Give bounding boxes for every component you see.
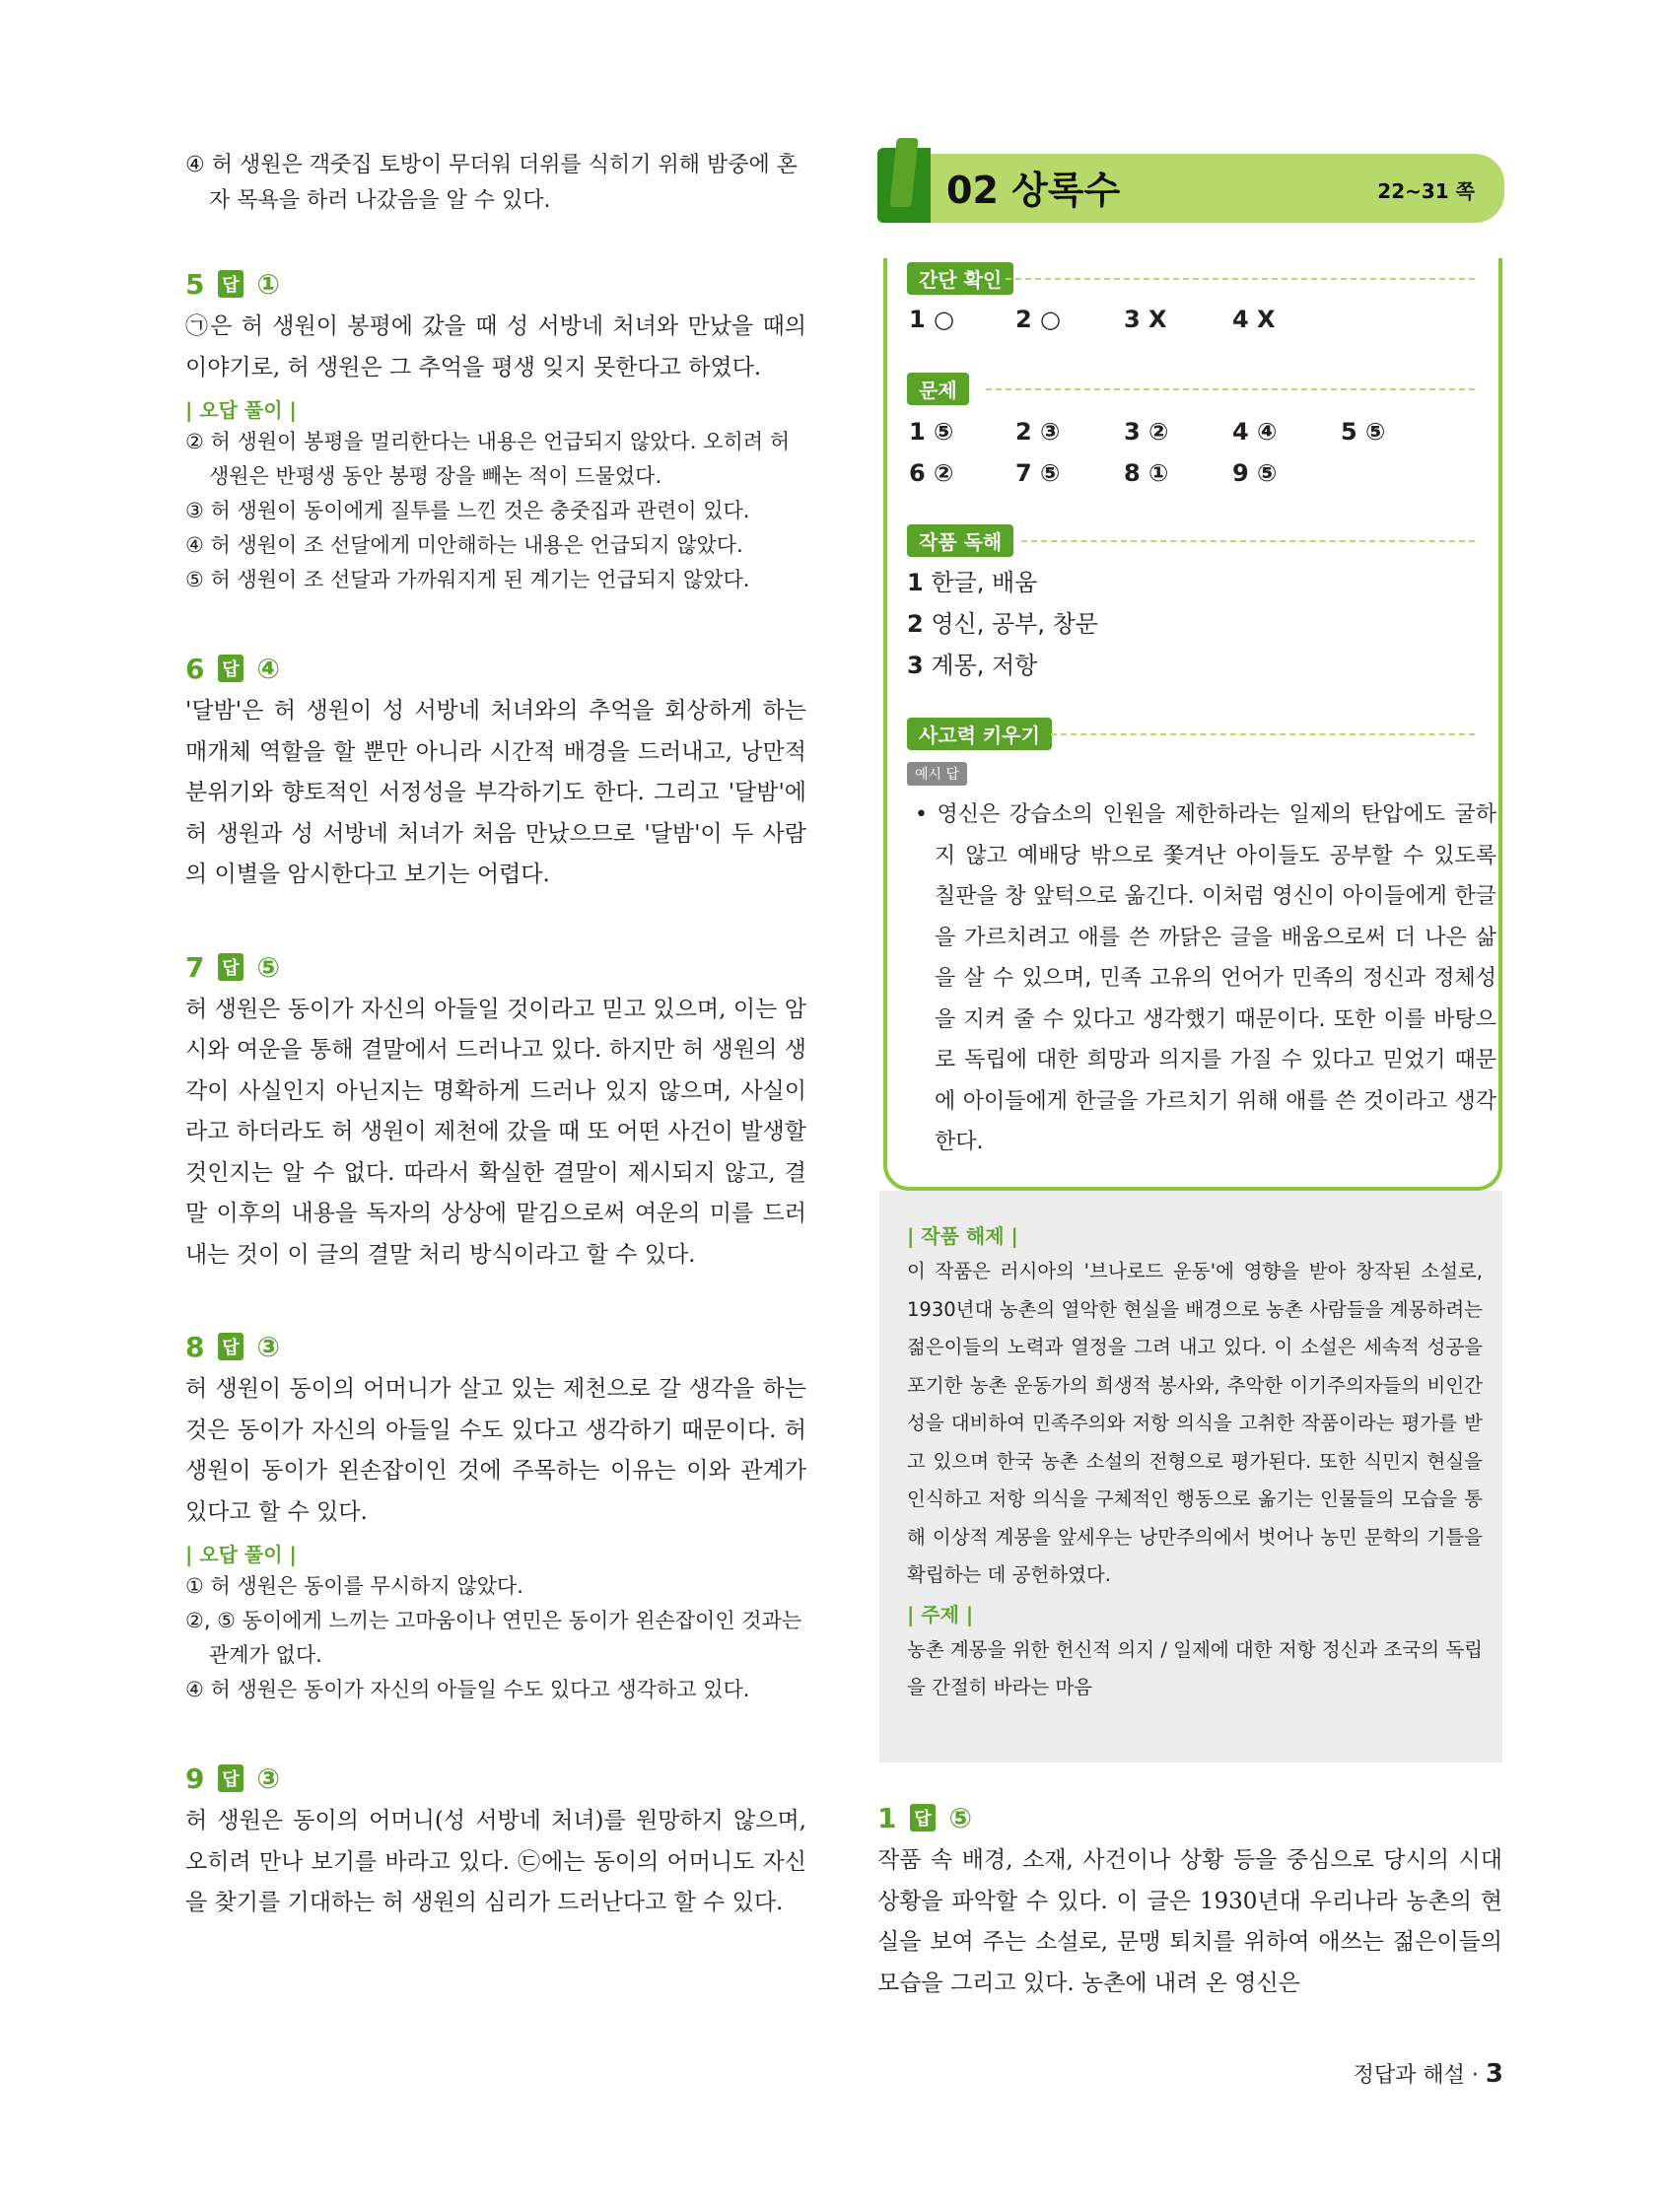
answer-heading [185, 951, 806, 984]
theme-label: | 주제 | [907, 1602, 974, 1626]
work-reading-item [907, 562, 1098, 603]
answer-7 [185, 951, 806, 1277]
answer-number: 7 [185, 950, 205, 984]
wrong-answer-item: ②, ⑤ 동이에게 느끼는 고마움이나 연민은 동이가 왼손잡이인 것과는 관계가 없다. [185, 1609, 802, 1667]
work-reading-item [907, 603, 1098, 645]
problems-section [907, 373, 969, 405]
left-column [185, 148, 806, 1979]
wrong-answer-item: ④ 허 생원은 동이가 자신의 아들일 수도 있다고 생각하고 있다. [185, 1678, 750, 1701]
answer-choice: ③ [256, 1331, 281, 1363]
answer-body: 허 생원은 동이의 어머니(성 서방네 처녀)를 원망하지 않으며, 오히려 만나 보기를 바라고 있다. ㉢에는 동이의 어머니도 자신을 찾기를 기대하는 허 생원의 심리가 드러난다고 할 수 있다. [185, 1808, 806, 1915]
problem-answer: 5 ⑤ [1341, 418, 1386, 446]
commentary-content [907, 1220, 1483, 1707]
work-reading-list [907, 562, 1098, 686]
answer-number: 9 [185, 1763, 205, 1795]
divider [1006, 278, 1475, 280]
answer-heading [185, 1331, 806, 1363]
item-number: 1 [907, 569, 924, 596]
answer-body: ㉠은 허 생원이 봉평에 갔을 때 성 서방네 처녀와 만났을 때의 이야기로, 허 생원은 그 추억을 평생 잊지 못한다고 하였다. [185, 313, 806, 380]
problem-answer: 2 ③ [1015, 418, 1061, 446]
wrong-answer-label: | 오답 풀이 | [185, 398, 297, 422]
problem-answer: 8 ① [1124, 459, 1169, 487]
item-text: 계몽, 저항 [931, 652, 1038, 679]
answer-heading [185, 268, 806, 301]
quick-check-item: 4 X [1232, 306, 1276, 333]
wrong-answer-item: ⑤ 허 생원이 조 선달과 가까워지게 된 계기는 언급되지 않았다. [185, 568, 750, 591]
answer-choice: ⑤ [256, 950, 281, 984]
wrong-answer-item: ④ 허 생원이 조 선달에게 미안해하는 내용은 언급되지 않았다. [185, 533, 743, 557]
item-number: 3 [907, 652, 924, 679]
wrong-answer-item: ① 허 생원은 동이를 무시하지 않았다. [185, 1574, 523, 1598]
section-title [946, 160, 1120, 214]
problem-answer: 9 ⑤ [1232, 459, 1278, 487]
item-text: 한글, 배움 [931, 569, 1038, 596]
section-number: 02 [946, 169, 999, 212]
page-footer [1354, 2058, 1503, 2089]
problem-answer: 4 ④ [1232, 418, 1278, 446]
quick-check-item: 2 ○ [1015, 306, 1061, 333]
answer-number: 6 [185, 653, 205, 685]
work-reading-label: 작품 독해 [907, 524, 1013, 557]
section-name: 상록수 [1011, 169, 1121, 212]
example-answer-tag: 예시 답 [907, 762, 967, 786]
divider [1051, 733, 1475, 735]
commentary-label: | 작품 해제 | [907, 1224, 1018, 1248]
item-number: 2 [907, 610, 924, 638]
thinking-answer: • 영신은 강습소의 인원을 제한하라는 일제의 탄압에도 굴하지 않고 예배당 밖으로 쫓겨난 아이들도 공부할 수 있도록 칠판을 창 앞턱으로 옮긴다. 이처럼 영신이 아이들에게 한글을 가르치려고 애를 쓴 까닭은 글을 배움으로써 더 나은 삶을 살 수 있으며, 민족 고유의 언어가 민족의 정신과 정체성을 지켜 줄 수 있다고 생각했기 때문이다. 또한 이를 바탕으로 독립에 대한 희망과 의지를 가질 수 있다고 믿었기 때문에 아이들에게 한글을 가르치기 위해 애를 쓴 것이라고 생각한다. [915, 802, 1496, 1154]
wrong-answer-label: | 오답 풀이 | [185, 1543, 297, 1566]
answer-1 [877, 1802, 1502, 2004]
answer-body: 허 생원이 동이의 어머니가 살고 있는 제천으로 갈 생각을 하는 것은 동이가 자신의 아들일 수도 있다고 생각하기 때문이다. 허 생원이 동이가 왼손잡이인 것에 주목하는 이유는 이와 관계가 있다고 할 수 있다. [185, 1376, 806, 1525]
answer-body: '달밤'은 허 생원이 성 서방네 처녀와의 추억을 회상하게 하는 매개체 역할을 할 뿐만 아니라 시간적 배경을 드러내고, 낭만적 분위기와 향토적인 서정성을 부각하기도 한다. 그리고 '달밤'에 허 생원과 성 서방네 처녀가 처음 만났으므로 '달밤'이 두 사람의 이별을 암시한다고 보기는 어렵다. [185, 698, 806, 887]
answer-number: 5 [185, 268, 205, 301]
answer-body: 작품 속 배경, 소재, 사건이나 상황 등을 중심으로 당시의 시대 상황을 파악할 수 있다. 이 글은 1930년대 우리나라 농촌의 현실을 보여 주는 소설로, 문맹 퇴치를 위하여 애쓰는 젊은이들의 모습을 그리고 있다. 농촌에 내려 온 영신은 [877, 1847, 1502, 1996]
answer-choice: ④ [256, 653, 281, 685]
answer-6 [185, 653, 806, 896]
work-reading-section [907, 524, 1013, 557]
commentary-text: 이 작품은 러시아의 '브나로드 운동'에 영향을 받아 창작된 소설로, 1930년대 농촌의 열악한 현실을 배경으로 농촌 사람들을 계몽하려는 젊은이들의 노력과 열정을 그려 내고 있다. 이 소설은 세속적 성공을 포기한 농촌 운동가의 희생적 봉사와, 추악한 이기주의자들의 비인간성을 대비하여 민족주의와 저항 의식을 고취한 작품이라는 평가를 받고 있으며 한국 농촌 소설의 전형으로 평가된다. 또한 식민지 현실을 인식하고 저항 의식을 구체적인 행동으로 옮기는 인물들의 모습을 통해 이상적 계몽을 앞세우는 낭만주의에서 벗어나 농민 문학의 기틀을 확립하는 데 공헌하였다. [907, 1260, 1483, 1586]
answer-choice: ① [256, 268, 281, 301]
wrong-answer-item: ② 허 생원이 봉평을 멀리한다는 내용은 언급되지 않았다. 오히려 허 생원은 반평생 동안 봉평 장을 빼논 적이 드물었다. [185, 430, 791, 488]
answer-heading [877, 1802, 1502, 1834]
problem-answer: 7 ⑤ [1015, 459, 1061, 487]
problem-answer: 3 ② [1124, 418, 1169, 446]
problem-answer: 1 ⑤ [909, 418, 954, 446]
answer-heading [185, 1763, 806, 1795]
quick-check-label: 간단 확인 [907, 262, 1013, 295]
answer-number: 8 [185, 1331, 205, 1363]
thinking-label: 사고력 키우기 [907, 718, 1052, 750]
quick-check-item: 3 X [1124, 306, 1167, 333]
work-reading-item [907, 645, 1098, 686]
wrong-answer-item: ③ 허 생원이 동이에게 질투를 느낀 것은 충줏집과 관련이 있다. [185, 499, 750, 522]
answer-mark: 답 [218, 1764, 243, 1792]
answer-heading [185, 653, 806, 685]
answer-8 [185, 1331, 806, 1707]
answer-5 [185, 268, 806, 597]
divider [1021, 540, 1475, 542]
thinking-section [907, 718, 1052, 750]
footer-label: 정답과 해설 · [1353, 2063, 1479, 2088]
answer-body: 허 생원은 동이가 자신의 아들일 것이라고 믿고 있으며, 이는 암시와 여운을 통해 결말에서 드러나고 있다. 하지만 허 생원의 생각이 사실인지 아닌지는 명확하게 드러나 있지 않으며, 사실이라고 하더라도 허 생원이 제천에 갔을 때 또 어떤 사건이 발생할 것인지는 알 수 없다. 따라서 확실한 결말이 제시되지 않고, 결말 이후의 내용을 독자의 상상에 맡김으로써 여운의 미를 드러내는 것이 이 글의 결말 처리 방식이라고 할 수 있다. [185, 996, 806, 1268]
answer-choice: ⑤ [948, 1802, 973, 1834]
divider [986, 388, 1475, 390]
section-header [877, 148, 1504, 223]
answer-number: 1 [877, 1802, 897, 1834]
answer-mark: 답 [218, 953, 243, 981]
page-range: 22~31 쪽 [1377, 179, 1475, 203]
page-number: 3 [1485, 2059, 1503, 2089]
answer-9 [185, 1763, 806, 1924]
problems-label: 문제 [907, 373, 969, 405]
intro-option: ④ 허 생원은 객줏집 토방이 무더워 더위를 식히기 위해 밤중에 혼자 목욕을 하러 나갔음을 알 수 있다. [185, 153, 798, 213]
answer-mark: 답 [910, 1804, 935, 1832]
answer-choice: ③ [256, 1763, 281, 1795]
answer-mark: 답 [218, 655, 243, 682]
problem-answer: 6 ② [909, 459, 954, 487]
quick-check-item: 1 ○ [909, 306, 954, 333]
item-text: 영신, 공부, 창문 [931, 610, 1098, 638]
theme-text: 농촌 계몽을 위한 헌신적 의지 / 일제에 대한 저항 정신과 조국의 독립을 간절히 바라는 마음 [907, 1637, 1483, 1698]
answer-mark: 답 [218, 270, 243, 298]
quick-check-section [907, 262, 1013, 295]
answer-mark: 답 [218, 1333, 243, 1360]
